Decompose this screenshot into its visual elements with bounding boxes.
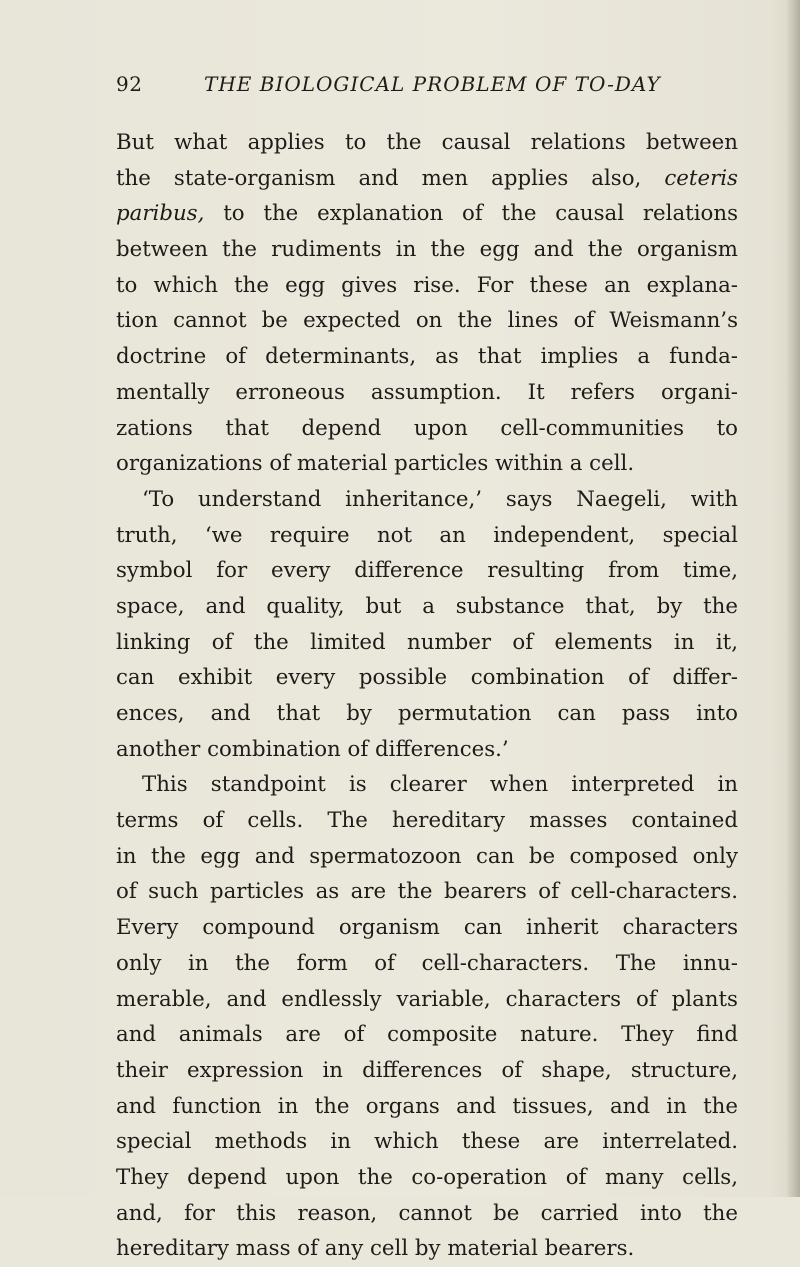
text-line: and, for this reason, cannot be carried into the xyxy=(116,1200,738,1226)
text-line: doctrine of determinants, as that implies a funda- xyxy=(116,344,738,370)
page-number: 92 xyxy=(116,72,143,96)
running-head-title: THE BIOLOGICAL PROBLEM OF TO-DAY xyxy=(204,72,661,96)
text-line: terms of cells. The hereditary masses contained xyxy=(116,808,738,834)
text-line: between the rudiments in the egg and the organism xyxy=(116,237,738,263)
text-line: This standpoint is clearer when interpreted in xyxy=(142,772,738,798)
text-line: only in the form of cell-characters. The innu- xyxy=(116,950,738,976)
text-line: But what applies to the causal relations between xyxy=(116,130,738,155)
text-line: another combination of differences.’ xyxy=(116,736,509,762)
text-line: linking of the limited number of elements in it, xyxy=(116,629,738,655)
body-text xyxy=(116,125,738,1267)
text-line: to which the egg gives rise. For these an explana- xyxy=(116,272,738,298)
text-line: symbol for every difference resulting from time, xyxy=(116,558,738,584)
text-line: and function in the organs and tissues, and in the xyxy=(116,1093,738,1119)
text-line: truth, ‘we require not an independent, special xyxy=(116,522,738,548)
text-line: ences, and that by permutation can pass into xyxy=(116,701,738,726)
page-edge-shadow xyxy=(786,0,800,1197)
running-head xyxy=(116,72,736,102)
text-line: organizations of material particles within a cell. xyxy=(116,451,635,477)
text-line: ‘To understand inheritance,’ says Naegeli, with xyxy=(142,486,738,512)
text-line: merable, and endlessly variable, characters of plants xyxy=(116,986,738,1012)
text-line: the state-organism and men applies also, ceteris xyxy=(116,165,738,191)
text-line: They depend upon the co-operation of many cells, xyxy=(116,1164,738,1190)
text-line: hereditary mass of any cell by material bearers. xyxy=(116,1236,635,1262)
text-line: in the egg and spermatozoon can be composed only xyxy=(116,843,738,869)
text-line: special methods in which these are interrelated. xyxy=(116,1129,738,1155)
text-line: their expression in differences of shape, structure, xyxy=(116,1057,738,1083)
text-line: space, and quality, but a substance that, by the xyxy=(116,593,738,619)
text-line: mentally erroneous assumption. It refers organi- xyxy=(116,379,738,405)
text-line: tion cannot be expected on the lines of Weismann’s xyxy=(116,308,738,334)
text-line: Every compound organism can inherit characters xyxy=(116,915,738,941)
text-line: paribus, to the explanation of the causal relations xyxy=(116,201,738,227)
text-line: can exhibit every possible combination of differ- xyxy=(116,665,738,691)
text-line: zations that depend upon cell-communities to xyxy=(116,415,738,441)
text-line: and animals are of composite nature. They find xyxy=(116,1022,738,1048)
text-line: of such particles as are the bearers of cell-characters. xyxy=(116,879,738,905)
